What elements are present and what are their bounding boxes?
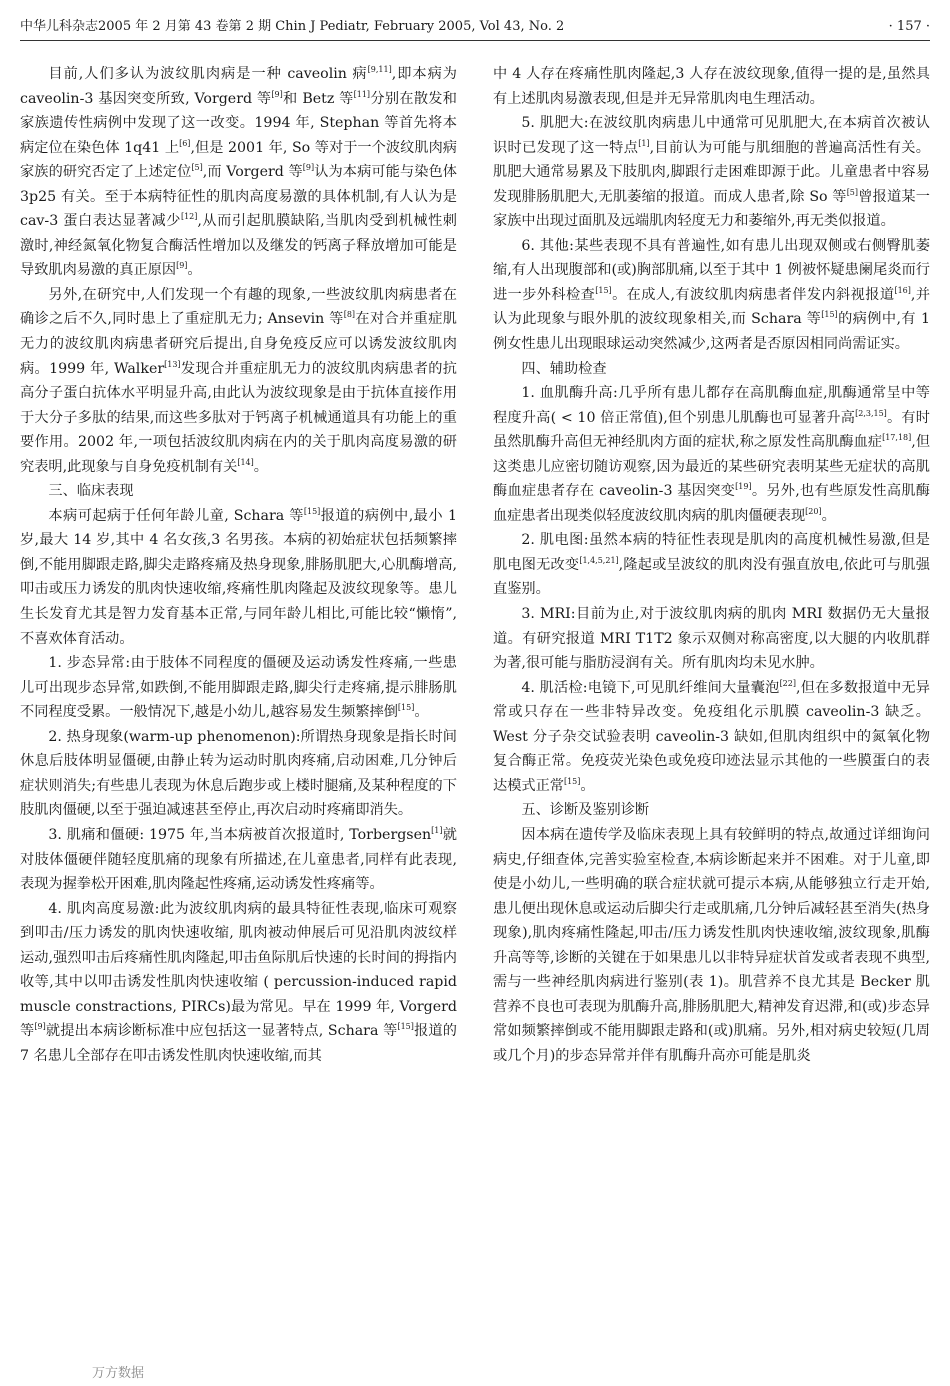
citation-ref: [15]	[397, 1022, 414, 1032]
citation-ref: [15]	[595, 285, 612, 295]
text-run: 认为本病可能与染色体 3p25 有关。至于本病特征性的肌肉高度易激的具体机制,有人认为是 cav-3 蛋白表达显著减少	[20, 164, 457, 230]
text-run: 因本病在遗传学及临床表现上具有较鲜明的特点,故通过详细询问病史,仔细查体,完善实验室检查,本病诊断起来并不困难。对于儿童,即使是小幼儿,一些明确的联合症状就可提示本病,从能够独立行走开始,患儿便出现休息或运动后脚尖行走或肌痛,几分钟后减轻甚至消失(热身现象),肌肉疼痛性隆起,叩击/压力诱发性肌肉快速收缩,波纹现象,肌酶升高等等,诊断的关键在于如果患儿以非特异症状首发或者表现不典型,需与一些神经肌肉病进行鉴别(表 1)。肌营养不良尤其是 Becker 肌营养不良也可表现为肌酶升高,腓肠肌肥大,精神发育迟滞,和(或)步态异常如频繁摔倒或不能用脚跟走路和(或)肌痛。另外,相对病史较短(几周或几个月)的步态异常并伴有肌酶升高亦可能是肌炎	[493, 826, 930, 1064]
text-run: 的病例中,有 1 例女性患儿出现眼球运动突然减少,这两者是否原因相同尚需证实。	[493, 311, 930, 353]
citation-ref: [1]	[638, 138, 650, 148]
text-run: 分别在散发和家族遗传性病例中发现了这一改变。1994 年, Stephan 等首先将本病定位在染色体 1q41 上	[20, 90, 457, 156]
citation-ref: [20]	[805, 506, 822, 516]
citation-ref: [15]	[303, 506, 321, 516]
citation-ref: [2,3,15]	[855, 408, 887, 418]
text-run: 4. 肌活检:电镜下,可见肌纤维间大量囊泡	[521, 679, 780, 696]
text-run: ,但这类患儿应密切随访观察,因为最近的某些研究表明某些无症状的高肌酶血症患者存在 caveolin-3 基因突变	[493, 434, 931, 500]
right-column	[493, 62, 930, 1068]
citation-ref: [16]	[894, 285, 911, 295]
text-run: 。另外,也有些原发性高肌酶血症患者出现类似轻度波纹肌肉病的肌肉僵硬表现	[493, 483, 930, 524]
citation-ref: [1]	[431, 825, 443, 835]
text-run: ,但是 2001 年, So 等对于一个波纹肌肉病家族的研究否定了上述定位	[20, 139, 457, 181]
paragraph	[20, 62, 457, 283]
citation-ref: [5]	[846, 187, 859, 197]
citation-ref: [15]	[397, 703, 415, 713]
paragraph	[20, 651, 457, 725]
journal-citation: 中华儿科杂志2005 年 2 月第 43 卷第 2 期 Chin J Pediatr, February 2005, Vol 43, No. 2	[20, 19, 565, 34]
text-run: 。	[187, 262, 202, 279]
citation-ref: [11]	[353, 89, 371, 99]
paragraph	[493, 823, 930, 1068]
text-run: 报道的 7 名患儿全部存在叩击诱发性肌肉快速收缩,而其	[20, 1023, 457, 1064]
citation-ref: [12]	[180, 212, 198, 222]
text-run: 。	[821, 507, 836, 524]
citation-ref: [15]	[821, 310, 838, 320]
citation-ref: [14]	[237, 457, 254, 467]
text-run: 2. 肌电图:虽然本病的特征性表现是肌肉的高度机械性易激,但是肌电图无改变	[493, 532, 930, 573]
text-run: 曾报道某一家族中出现过面肌及远端肌肉轻度无力和萎缩外,再无类似报道。	[493, 188, 930, 230]
text-run: 就提出本病诊断标准中应包括这一显著特点, Schara 等	[45, 1023, 398, 1040]
citation-ref: [9]	[34, 1022, 46, 1032]
citation-ref: [22]	[779, 678, 796, 688]
text-run: ,但在多数报道中无异常或只存在一些非特异改变。免疫组化示肌膜 caveolin-3 缺乏。 West 分子杂交试验表明 caveolin-3 缺如,但肌肉组织中的氮氧化物复合酶正常。免疫荧光染色或免疫印迹法显示其他的一些膜蛋白的表达模式正常	[493, 679, 930, 794]
text-run: 和 Betz 等	[282, 90, 354, 107]
text-run: ,从而引起肌膜缺陷,当肌肉受到机械性刺激时,神经氮氧化物复合酶活性增加以及继发的钙离子释放增加可能是导致肌肉易激的真正原因	[20, 213, 457, 279]
text-run: ,隆起或呈波纹的肌肉没有强直放电,依此可与肌强直鉴别。	[493, 556, 930, 598]
paragraph	[20, 479, 457, 504]
citation-ref: [15]	[563, 776, 581, 786]
citation-ref: [6]	[179, 138, 191, 148]
text-run: 。有时虽然肌酶升高但无神经肌肉方面的症状,称之原发性高肌酶血症	[493, 409, 930, 451]
paragraph	[493, 357, 930, 382]
citation-ref: [13]	[164, 359, 181, 369]
paragraph	[20, 725, 457, 823]
text-run: 另外,在研究中,人们发现一个有趣的现象,一些波纹肌肉病患者在确诊之后不久,同时患上了重症肌无力; Ansevin 等	[20, 286, 457, 328]
text-run: 。	[414, 704, 429, 721]
paragraph	[493, 62, 930, 111]
text-run: ,而 Vorgerd 等	[202, 164, 303, 181]
text-run: 6. 其他:某些表现不具有普遍性,如有患儿出现双侧或右侧臀肌萎缩,有人出现腹部和(或)胸部肌痛,以至于其中 1 例被怀疑患阑尾炎而行进一步外科检查	[493, 237, 930, 303]
paragraph	[493, 798, 930, 823]
text-run: 3. 肌痛和僵硬: 1975 年,当本病被首次报道时, Torbergsen	[48, 826, 432, 843]
paragraph	[493, 528, 930, 602]
text-run: 五、诊断及鉴别诊断	[521, 802, 650, 819]
text-run: 中 4 人存在疼痛性肌肉隆起,3 人存在波纹现象,值得一提的是,虽然具有上述肌肉易激表现,但是并无异常肌肉电生理活动。	[493, 66, 930, 107]
paragraph	[20, 283, 457, 479]
text-run: 5. 肌肥大:在波纹肌肉病患儿中通常可见肌肥大,在本病首次被认识时已发现了这一特点	[493, 115, 930, 156]
paragraph	[493, 381, 930, 528]
text-run: 三、临床表现	[48, 483, 134, 500]
citation-ref: [17,18]	[882, 433, 912, 443]
text-run: 2. 热身现象(warm-up phenomenon):所谓热身现象是指长时间休息后肢体明显僵硬,由静止转为运动时肌肉疼痛,启动困难,几分钟后症状则消失;有些患儿表现为休息后跑步或上楼时腿痛,及某种程度的下肢肌肉僵硬,以至于强迫减速甚至停止,再次启动时疼痛即消失。	[20, 728, 457, 819]
text-run: 。	[580, 777, 595, 794]
running-header	[20, 18, 930, 41]
paragraph	[493, 676, 930, 799]
text-run: 。	[253, 458, 268, 475]
citation-ref: [19]	[735, 482, 752, 492]
paragraph	[20, 823, 457, 897]
text-run: 3. MRI:目前为止,对于波纹肌肉病的肌肉 MRI 数据仍无大量报道。有研究报道 MRI T1T2 象示双侧对称高密度,以大腿的内收肌群为著,很可能与脂肪浸润有关。所有肌肉均未见水肿。	[493, 606, 930, 672]
text-run: 4. 肌肉高度易激:此为波纹肌肉病的最具特征性表现,临床可观察到叩击/压力诱发的肌肉快速收缩, 肌肉被动伸展后可见沿肌肉波纹样运动,强烈叩击后疼痛性肌肉隆起,叩击鱼际肌后快速的长时间的拇指内收等,其中以叩击诱发性肌肉快速收缩 ( percussion-induced rapid muscle constractions, PIRCs)最为常见。早在 1999 年, Vorgerd 等	[20, 900, 457, 1040]
text-run: 目前,人们多认为波纹肌肉病是一种 caveolin 病	[48, 66, 368, 82]
watermark: 万方数据	[92, 1366, 145, 1381]
text-run: 。在成人,有波纹肌肉病患者伴发内斜视报道	[611, 286, 895, 303]
citation-ref: [5]	[191, 163, 203, 173]
paragraph	[20, 897, 457, 1069]
text-run: 1. 血肌酶升高:几乎所有患儿都存在高肌酶血症,肌酶通常呈中等程度升高( < 10 倍正常值),但个别患儿肌酶也可显著升高	[493, 385, 930, 426]
paragraph	[493, 602, 930, 676]
citation-ref: [8]	[343, 310, 356, 320]
text-run: 1. 步态异常:由于肢体不同程度的僵硬及运动诱发性疼痛,一些患儿可出现步态异常,如跌倒,不能用脚跟走路,脚尖行走疼痛,提示腓肠肌不同程度受累。一般情况下,越是小幼儿,越容易发生频繁摔倒	[20, 655, 457, 721]
citation-ref: [9]	[176, 261, 188, 271]
text-run: ,目前认为可能与肌细胞的普遍高活性有关。肌肥大通常易累及下肢肌肉,脚跟行走困难即源于此。儿童患者中容易发现腓肠肌肥大,无肌萎缩的报道。而成人患者,除 So 等	[493, 139, 930, 205]
paragraph	[493, 234, 930, 357]
text-run: 四、辅助检查	[521, 360, 607, 377]
text-run: 在对合并重症肌无力的波纹肌肉病患者研究后提出,自身免疫反应可以诱发波纹肌肉病。1999 年, Walker	[20, 311, 457, 377]
page-number: · 157 ·	[888, 19, 930, 34]
paragraph	[20, 504, 457, 651]
text-run: 就对肢体僵硬伴随轻度肌痛的现象有所描述,在儿童患者,同样有此表现,表现为握拳松开困难,肌肉隆起性疼痛,运动诱发性疼痛等。	[20, 826, 457, 893]
citation-ref: [1,4,5,21]	[579, 555, 619, 565]
text-run: ,即本病为 caveolin-3 基因突变所致, Vorgerd 等	[20, 66, 457, 107]
citation-ref: [9,11]	[367, 65, 392, 74]
left-column	[20, 62, 457, 1068]
text-run: ,并认为此现象与眼外肌的波纹现象相关,而 Schara 等	[493, 286, 931, 328]
paragraph	[493, 111, 930, 234]
citation-ref: [9]	[271, 89, 283, 99]
text-run: 报道的病例中,最小 1 岁,最大 14 岁,其中 4 名女孩,3 名男孩。本病的初始症状包括频繁摔倒,不能用脚跟走路,脚尖走路疼痛及热身现象,腓肠肌肥大,心肌酶增高,叩击或压力诱发的肌肉快速收缩,疼痛性肌肉隆起及波纹现象等。患儿生长发育尤其是智力发育基本正常,与同年龄儿相比,可能比较“懒惰”,不喜欢体育活动。	[20, 507, 457, 647]
text-run: 本病可起病于任何年龄儿童, Schara 等	[48, 507, 304, 524]
citation-ref: [9]	[302, 163, 315, 173]
text-run: 发现合并重症肌无力的波纹肌肉病患者的抗高分子蛋白抗体水平明显升高,由此认为波纹现象是由于抗体直接作用于大分子多肽的结果,而这些多肽对于钙离子机械通道具有功能上的重要作用。2002 年,一项包括波纹肌肉病在内的关于肌肉高度易激的研究表明,此现象与自身免疫机制有关	[20, 360, 457, 475]
